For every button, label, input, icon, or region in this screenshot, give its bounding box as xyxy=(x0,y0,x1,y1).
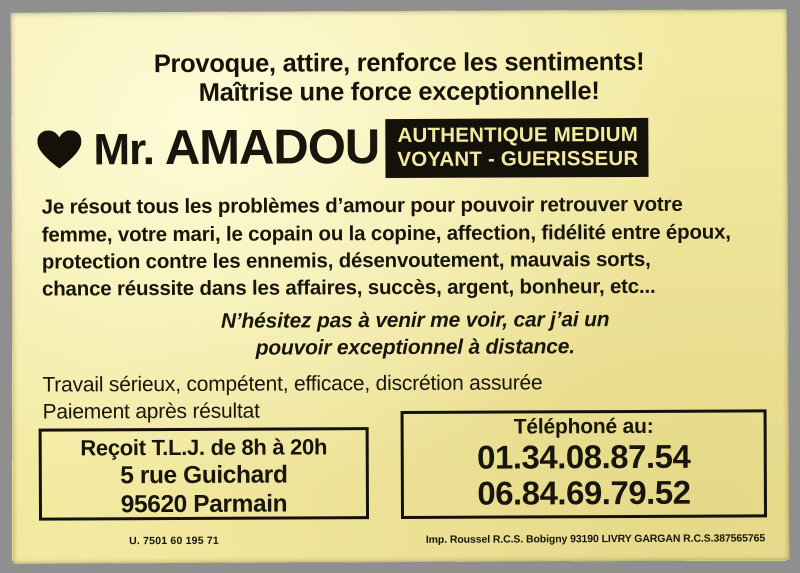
name-prefix: Mr. xyxy=(93,125,155,175)
flyer-content xyxy=(11,9,789,563)
footer-printer-info: Imp. Roussel R.C.S. Bobigny 93190 LIVRY GARGAN R.C.S.387565765 xyxy=(425,532,766,546)
invitation-line-2: pouvoir exceptionnel à distance. xyxy=(255,335,575,360)
city-address: 95620 Parmain xyxy=(120,490,288,519)
headline-line-2: Maîtrise une force exceptionnelle! xyxy=(198,76,600,107)
practitioner-name xyxy=(93,120,380,176)
phone-label: Téléphoné au: xyxy=(513,414,654,439)
assurance-line-1: Travail sérieux, compétent, efficace, discrétion assurée xyxy=(42,371,543,397)
invitation-line-1: N’hésitez pas à venir me voir, car j’ai un xyxy=(220,308,610,334)
assurance-line-2: Paiement après résultat xyxy=(42,399,260,424)
phone-number-2: 06.84.69.79.52 xyxy=(477,474,691,512)
services-line-4: chance réussite dans les affaires, succès, argent, bonheur, etc... xyxy=(41,275,656,301)
headline xyxy=(29,47,769,107)
opening-hours: Reçoit T.L.J. de 8h à 20h xyxy=(80,434,328,461)
address-box xyxy=(39,427,369,520)
headline-line-1: Provoque, attire, renforce les sentiments! xyxy=(153,47,645,79)
name-row xyxy=(37,113,787,180)
title-line-2: VOYANT - GUERISSEUR xyxy=(397,147,639,172)
services-line-3: protection contre les ennemis, désenvoutement, mauvais sorts, xyxy=(41,247,651,274)
heart-icon xyxy=(37,130,81,170)
info-boxes xyxy=(39,409,767,522)
invitation-paragraph xyxy=(72,307,758,364)
flyer-paper xyxy=(11,9,789,563)
services-line-2: femme, votre mari, le copain ou la copine, affection, fidélité entre époux, xyxy=(41,220,731,247)
services-line-1: Je résout tous les problèmes d’amour pour pouvoir retrouver votre xyxy=(41,193,683,220)
title-line-1: AUTHENTIQUE MEDIUM xyxy=(397,123,639,148)
name-main: AMADOU xyxy=(164,120,380,176)
phone-number-1: 01.34.08.87.54 xyxy=(477,437,691,476)
street-address: 5 rue Guichard xyxy=(120,461,288,490)
title-badge xyxy=(385,118,648,179)
services-paragraph xyxy=(42,191,764,303)
footer-reference-code: U. 7501 60 195 71 xyxy=(129,534,219,548)
phone-box xyxy=(401,409,767,519)
